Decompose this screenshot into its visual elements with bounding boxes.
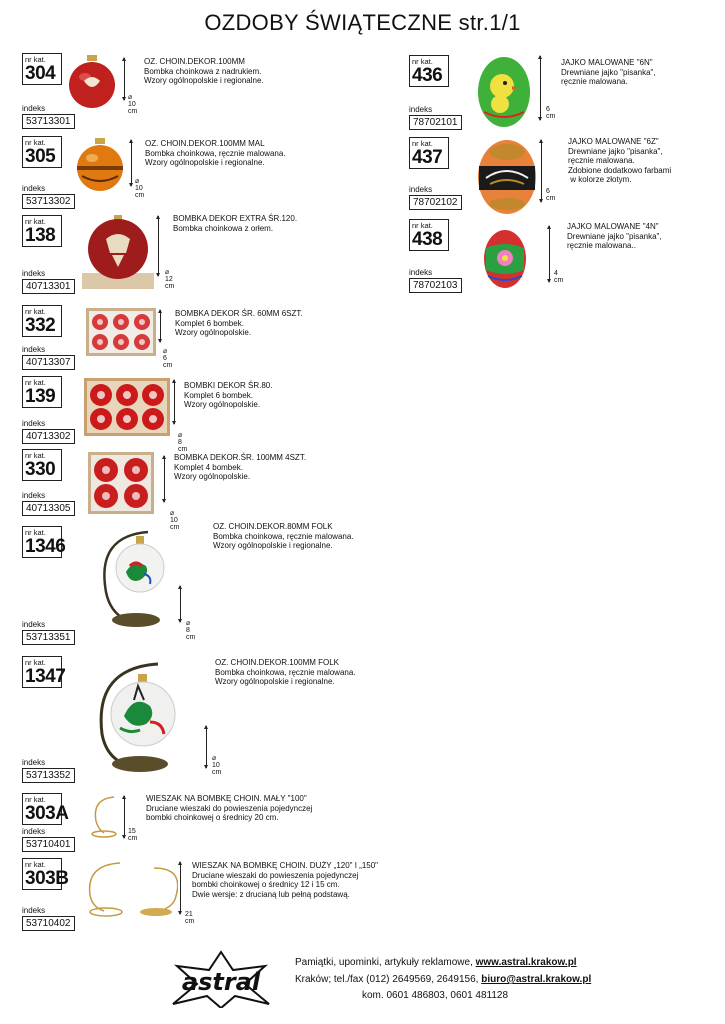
bauble-box-4-icon: [88, 452, 154, 514]
dimension-arrow: [174, 380, 175, 424]
dimension-label: ⌀ 10 cm: [128, 94, 138, 115]
dimension-arrow: [124, 58, 125, 100]
item-description: BOMBKA DEKOR EXTRA ŚR.120. Bombka choinkowa z orłem.: [173, 214, 298, 233]
index-number: 40713302: [22, 429, 75, 444]
dimension-arrow: [164, 456, 165, 502]
dimension-label: ⌀ 8 cm: [186, 620, 196, 641]
footer-line-1: Pamiątki, upominki, artykuły reklamowe, www.astral.krakow.pl: [295, 957, 577, 968]
red-bauble-icon: [66, 55, 118, 109]
astral-logo: [165, 950, 277, 1008]
eagle-bauble-icon: [82, 213, 154, 289]
folk-rooster-bauble-icon: [86, 528, 174, 632]
orange-bauble-icon: [74, 138, 126, 192]
index-number: 78702101: [409, 115, 462, 130]
dimension-arrow: [160, 310, 161, 342]
catalog-number-box: nr kat. 1347: [22, 656, 62, 688]
dimension-label: 6 cm: [546, 188, 556, 202]
catalog-number-box: nr kat. 436: [409, 55, 449, 87]
dimension-arrow: [158, 216, 159, 276]
website-link[interactable]: www.astral.krakow.pl: [475, 957, 577, 968]
item-description: OZ. CHOIN.DEKOR.100MM MAL Bombka choinkowa, ręcznie malowana. Wzory ogólnopolskie i regionalne.: [145, 139, 286, 167]
dimension-label: 6 cm: [546, 106, 556, 120]
dimension-label: ⌀ 10 cm: [170, 510, 180, 531]
bauble-box-6-icon: [86, 308, 156, 356]
dimension-label: ⌀ 10 cm: [135, 178, 145, 199]
bauble-box-6-red-icon: [84, 378, 170, 436]
dimension-label: ⌀ 8 cm: [178, 432, 188, 453]
svg-text:astral: astral: [181, 968, 261, 996]
index-number: 78702103: [409, 278, 462, 293]
item-description: BOMBKI DEKOR ŚR.80. Komplet 6 bombek. Wzory ogólnopolskie.: [184, 381, 273, 409]
page-title: OZDOBY ŚWIĄTECZNE str.1/1: [204, 10, 521, 35]
dimension-arrow: [131, 140, 132, 186]
index-number: 53713302: [22, 194, 75, 209]
floral-egg-icon: [482, 228, 528, 290]
dimension-arrow: [180, 586, 181, 622]
large-hangers-icon: [86, 860, 178, 920]
catalog-number-box: nr kat. 303B: [22, 858, 62, 890]
catalog-number-box: nr kat. 305: [22, 136, 62, 168]
dimension-label: ⌀ 10 cm: [212, 755, 222, 776]
dimension-label: ⌀ 12 cm: [165, 269, 175, 290]
catalog-number-box: nr kat. 437: [409, 137, 449, 169]
catalog-number-box: nr kat. 304: [22, 53, 62, 85]
item-description: OZ. CHOIN.DEKOR.100MM FOLK Bombka choinkowa, ręcznie malowana. Wzory ogólnopolskie i regionalne.: [215, 658, 356, 686]
dimension-label: 4 cm: [554, 270, 564, 284]
dimension-arrow: [540, 56, 541, 120]
item-description: BOMBKA DEKOR.ŚR. 100MM 4SZT. Komplet 4 bombek. Wzory ogólnopolskie.: [174, 453, 307, 481]
dimension-arrow: [180, 862, 181, 914]
item-description: WIESZAK NA BOMBKĘ CHOIN. DUŻY „120" I „150" Druciane wieszaki do powieszenia pojedynczej bombki choinkowej o średnicy 12 i 15 cm. Dwie wersje: z drucianą lub pełną podstawą.: [192, 861, 379, 899]
catalog-number-box: nr kat. 438: [409, 219, 449, 251]
dimension-arrow: [549, 226, 550, 282]
gold-egg-icon: [476, 138, 538, 216]
dimension-arrow: [206, 726, 207, 768]
index-number: 53713301: [22, 114, 75, 129]
dimension-label: 15 cm: [128, 828, 138, 842]
index-number: 53710402: [22, 916, 75, 931]
index-number: 78702102: [409, 195, 462, 210]
index-number: 53710401: [22, 837, 75, 852]
catalog-number-box: nr kat. 1346: [22, 526, 62, 558]
item-description: JAJKO MALOWANE "4N" Drewniane jajko "pisanka", ręcznie malowana..: [567, 222, 662, 250]
dimension-arrow: [541, 140, 542, 202]
email-link[interactable]: biuro@astral.krakow.pl: [481, 974, 592, 985]
catalog-number-box: nr kat. 139: [22, 376, 62, 408]
index-number: 40713301: [22, 279, 75, 294]
item-description: JAJKO MALOWANE "6Z" Drewniane jajko "pisanka", ręcznie malowana. Zdobione dodatkowo farbami w kolorze złotym.: [568, 137, 672, 184]
catalog-number-box: nr kat. 332: [22, 305, 62, 337]
dimension-arrow: [124, 796, 125, 838]
footer-line-3: kom. 0601 486803, 0601 481128: [362, 990, 509, 1001]
dimension-label: 21 cm: [185, 911, 195, 925]
dimension-label: ⌀ 6 cm: [163, 348, 173, 369]
catalog-number-box: nr kat. 303A: [22, 793, 62, 825]
small-hanger-icon: [86, 794, 122, 840]
item-description: JAJKO MALOWANE "6N" Drewniane jajko "pisanka", ręcznie malowana.: [561, 58, 656, 86]
item-description: WIESZAK NA BOMBKĘ CHOIN. MAŁY "100" Druciane wieszaki do powieszenia pojedynczej bombki choinkowej o średnicy 20 cm.: [146, 794, 313, 822]
green-chick-egg-icon: [476, 52, 532, 128]
index-number: 53713351: [22, 630, 75, 645]
item-description: OZ. CHOIN.DEKOR.80MM FOLK Bombka choinkowa, ręcznie malowana. Wzory ogólnopolskie i regionalne.: [213, 522, 354, 550]
index-number: 40713307: [22, 355, 75, 370]
item-description: OZ. CHOIN.DEKOR.100MM Bombka choinkowa z nadrukiem. Wzory ogólnopolskie i regionalne.: [144, 57, 264, 85]
catalog-number-box: nr kat. 138: [22, 215, 62, 247]
item-description: BOMBKA DEKOR ŚR. 60MM 6SZT. Komplet 6 bombek. Wzory ogólnopolskie.: [175, 309, 303, 337]
catalog-number-box: nr kat. 330: [22, 449, 62, 481]
footer-line-2: Kraków; tel./fax (012) 2649569, 2649156, biuro@astral.krakow.pl: [295, 974, 592, 985]
folk-stork-bauble-icon: [88, 660, 190, 776]
index-number: 40713305: [22, 501, 75, 516]
index-number: 53713352: [22, 768, 75, 783]
